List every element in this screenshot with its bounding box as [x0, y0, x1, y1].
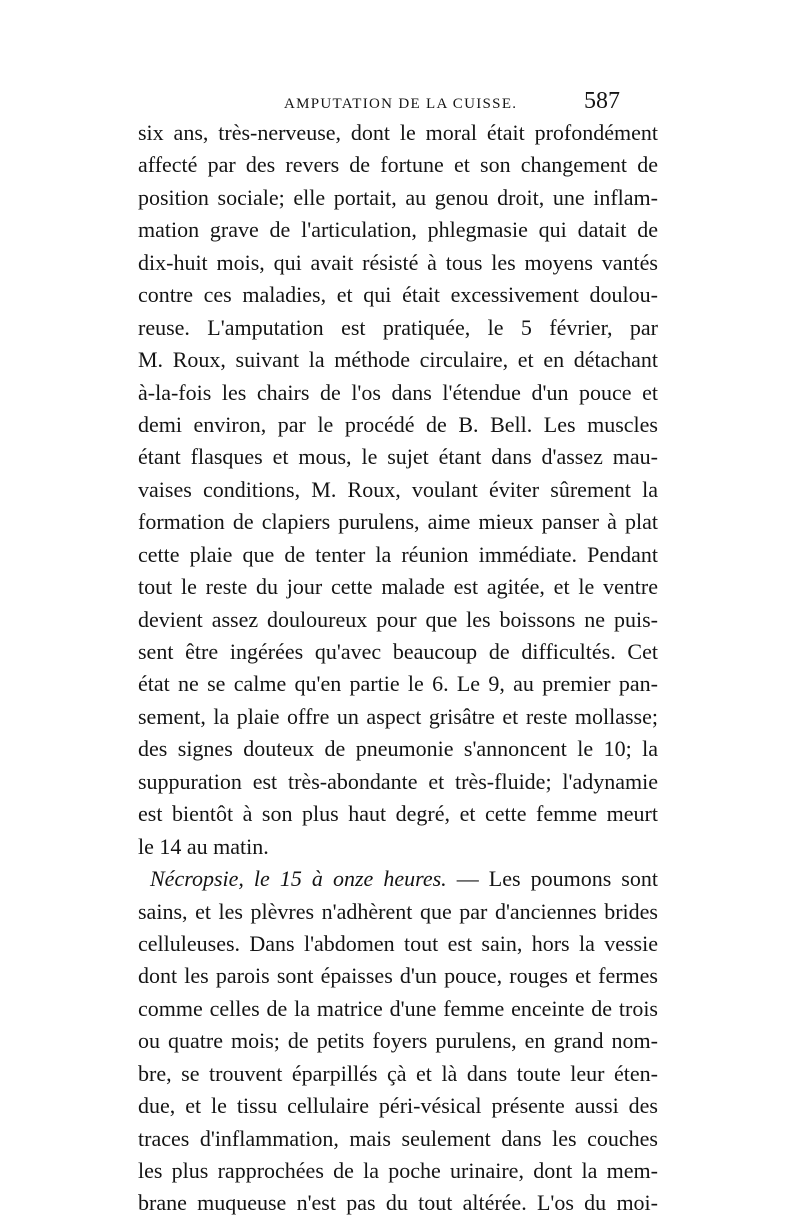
text-line: demi environ, par le procédé de B. Bell. Les muscles	[138, 411, 658, 437]
text-line: sains, et les plèvres n'adhèrent que par d'anciennes brides	[138, 898, 658, 924]
body-text	[138, 117, 658, 1220]
text-line: étant flasques et mous, le sujet étant dans d'assez mau-	[138, 444, 658, 470]
text-line: mation grave de l'articulation, phlegmasie qui datait de	[138, 217, 658, 243]
text-line: reuse. L'amputation est pratiquée, le 5 février, par	[138, 314, 658, 340]
running-head: AMPUTATION DE LA CUISSE.	[284, 96, 518, 112]
text-line: sent être ingérées qu'avec beaucoup de difficultés. Cet	[138, 639, 658, 664]
text-line: contre ces maladies, et qui était excessivement doulou-	[138, 282, 658, 308]
text-line: est bientôt à son plus haut degré, et cette femme meurt	[138, 801, 658, 827]
text-line: comme celles de la matrice d'une femme enceinte de trois	[138, 995, 658, 1021]
page-header	[284, 88, 654, 118]
text-line: devient assez douloureux pour que les boissons ne puis-	[138, 606, 658, 632]
text-line: brane muqueuse n'est pas du tout altérée. L'os du moi-	[138, 1190, 658, 1216]
text-line: six ans, très-nerveuse, dont le moral était profondément	[138, 120, 658, 145]
text-line: cette plaie que de tenter la réunion immédiate. Pendant	[138, 541, 658, 567]
text-line: affecté par des revers de fortune et son changement de	[138, 152, 658, 178]
text-line: M. Roux, suivant la méthode circulaire, et en détachant	[138, 347, 658, 373]
text-line: ou quatre mois; de petits foyers purulens, en grand nom-	[138, 1028, 658, 1054]
text-line: les plus rapprochées de la poche urinaire, dont la mem-	[138, 1158, 658, 1183]
text-line: tout le reste du jour cette malade est agitée, et le ventre	[138, 574, 658, 600]
necropsie-text: — Les poumons sont	[446, 866, 658, 892]
page-number: 587	[584, 88, 620, 114]
text-line: bre, se trouvent éparpillés çà et là dans toute leur éten-	[138, 1060, 658, 1086]
text-line: sement, la plaie offre un aspect grisâtre et reste mollasse;	[138, 703, 658, 729]
text-line: dont les parois sont épaisses d'un pouce, rouges et fermes	[138, 963, 658, 989]
text-line: traces d'inflammation, mais seulement dans les couches	[138, 1125, 658, 1151]
text-line: le 14 au matin.	[138, 833, 269, 859]
text-line: formation de clapiers purulens, aime mieux panser à plat	[138, 509, 658, 535]
text-line: due, et le tissu cellulaire péri-vésical présente aussi des	[138, 1093, 658, 1119]
necropsie-heading: Nécropsie, le 15 à onze heures.	[150, 866, 447, 892]
text-line: état ne se calme qu'en partie le 6. Le 9, au premier pan-	[138, 671, 658, 697]
text-line: position sociale; elle portait, au genou droit, une inflam-	[138, 184, 658, 210]
text-line: celluleuses. Dans l'abdomen tout est sain, hors la vessie	[138, 930, 658, 956]
text-line: dix-huit mois, qui avait résisté à tous les moyens vantés	[138, 249, 658, 275]
text-line: vaises conditions, M. Roux, voulant éviter sûrement la	[138, 476, 658, 502]
text-line: suppuration est très-abondante et très-fluide; l'adynamie	[138, 768, 658, 794]
text-line: à-la-fois les chairs de l'os dans l'étendue d'un pouce et	[138, 379, 658, 405]
necropsie-line	[138, 863, 658, 895]
text-line: des signes douteux de pneumonie s'annoncent le 10; la	[138, 736, 658, 762]
